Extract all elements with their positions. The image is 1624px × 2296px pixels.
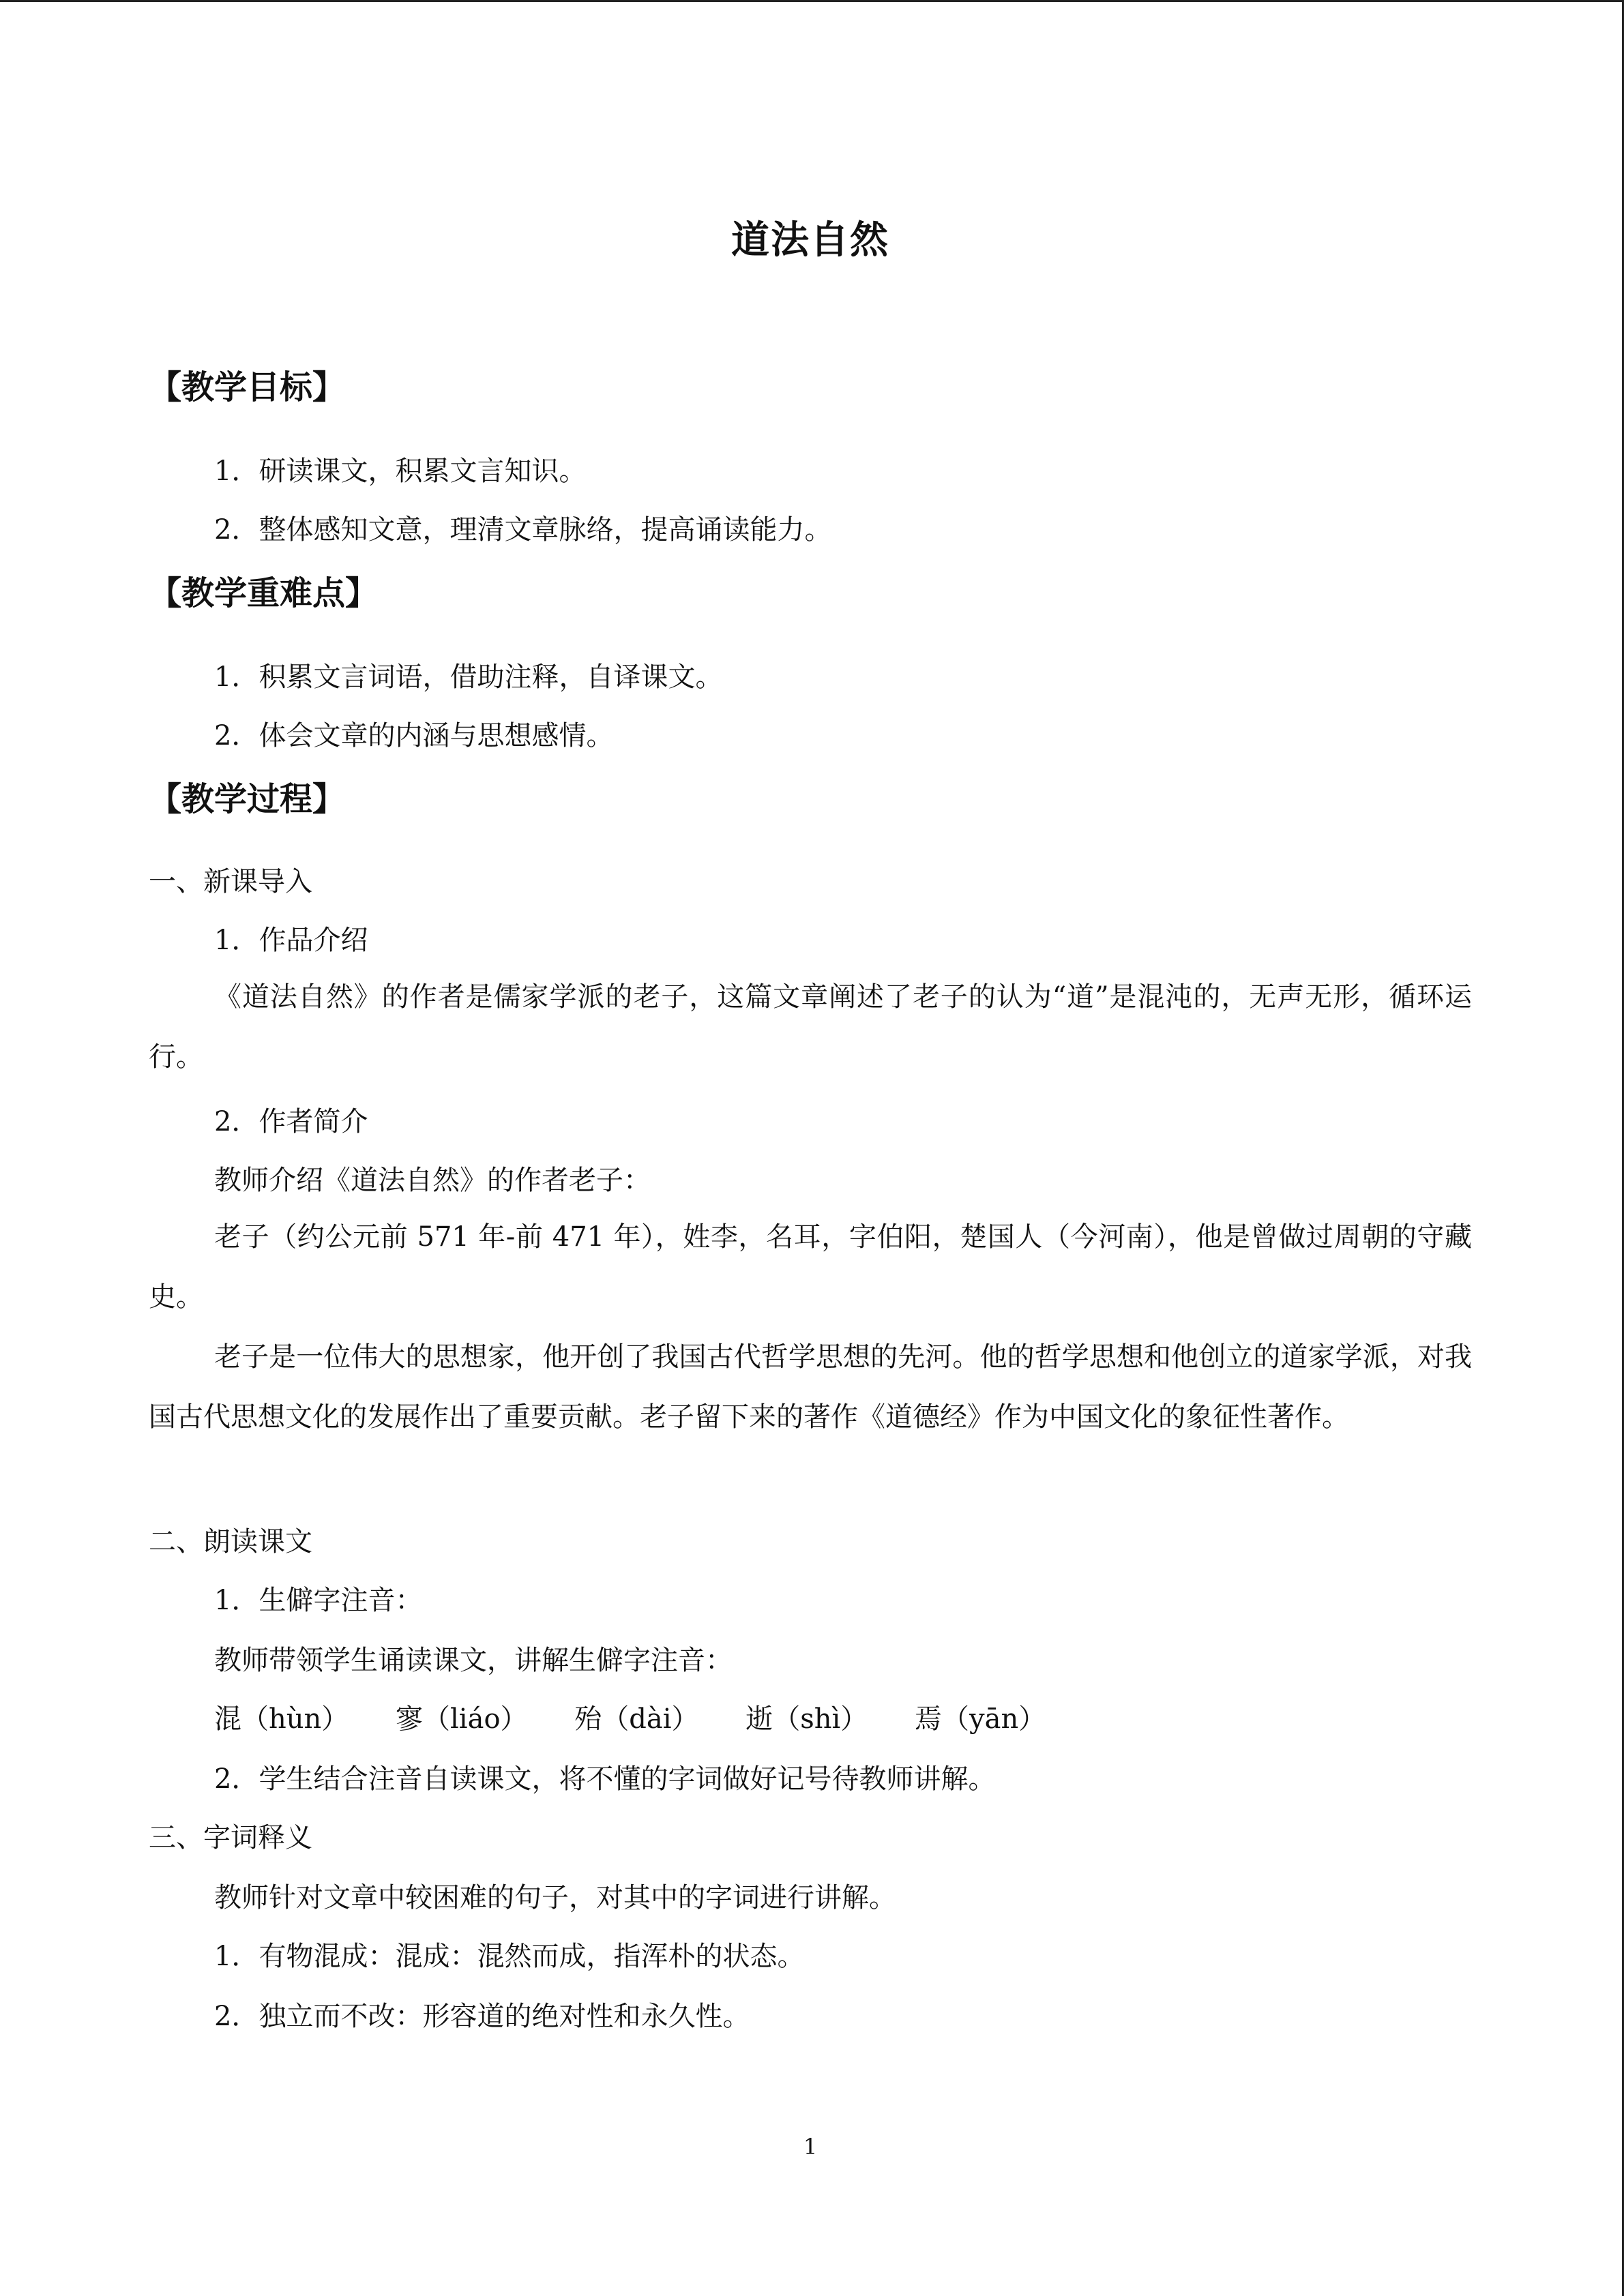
process-part2-intro: 教师带领学生诵读课文，讲解生僻字注音：: [214, 1645, 733, 1676]
goal-item-1: 1．研读课文，积累文言知识。: [214, 456, 587, 487]
section-heading-process: 【教学过程】: [149, 780, 346, 818]
pinyin-item: 寥（liáo）: [396, 1703, 528, 1735]
pinyin-list: [214, 1701, 1084, 1738]
pinyin-item: 逝（shì）: [745, 1703, 868, 1735]
process-part1-para3: 老子是一位伟大的思想家，他开创了我国古代哲学思想的先河。他的哲学思想和他创立的道家学派，对我国古代思想文化的发展作出了重要贡献。老子留下来的著作《道德经》作为中国文化的象征性著作。: [149, 1341, 1472, 1433]
document-page: [149, 0, 1472, 2296]
pinyin-item: 殆（dài）: [574, 1703, 699, 1735]
process-part1-title: 一、新课导入: [149, 866, 312, 897]
process-part3-title: 三、字词释义: [149, 1822, 312, 1853]
pinyin-item: 焉（yān）: [915, 1703, 1046, 1735]
process-part2-sub2: 2．学生结合注音自读课文，将不懂的字词做好记号待教师讲解。: [214, 1763, 996, 1795]
pinyin-item: 混（hùn）: [214, 1703, 349, 1735]
key-point-item-2: 2．体会文章的内涵与思想感情。: [214, 720, 614, 751]
process-part1-para1: 《道法自然》的作者是儒家学派的老子，这篇文章阐述了老子的认为“道”是混沌的，无声无形，循环运行。: [149, 981, 1472, 1073]
goal-item-2: 2．整体感知文意，理清文章脉络，提高诵读能力。: [214, 514, 832, 546]
process-part3-intro: 教师针对文章中较困难的句子，对其中的字词进行讲解。: [214, 1882, 896, 1913]
process-part3-item2: 2．独立而不改：形容道的绝对性和永久性。: [214, 2001, 750, 2032]
process-part3-item1: 1．有物混成：混成：混然而成，指浑朴的状态。: [214, 1941, 805, 1972]
key-point-item-1: 1．积累文言词语，借助注释，自译课文。: [214, 661, 723, 693]
process-part1-para2: 老子（约公元前 571 年-前 471 年），姓李，名耳，字伯阳，楚国人（今河南），他是曾做过周朝的守藏史。: [149, 1221, 1472, 1313]
process-part1-intro: 教师介绍《道法自然》的作者老子：: [214, 1165, 651, 1196]
process-part2-title: 二、朗读课文: [149, 1526, 312, 1557]
section-heading-goals: 【教学目标】: [149, 368, 346, 406]
section-heading-key-points: 【教学重难点】: [149, 574, 379, 612]
page-number: 1: [803, 2134, 818, 2160]
document-title: 道法自然: [731, 218, 889, 263]
process-part1-sub2: 2．作者简介: [214, 1106, 368, 1137]
process-part1-sub1: 1．作品介绍: [214, 925, 368, 956]
process-part2-sub1: 1．生僻字注音：: [214, 1585, 423, 1616]
